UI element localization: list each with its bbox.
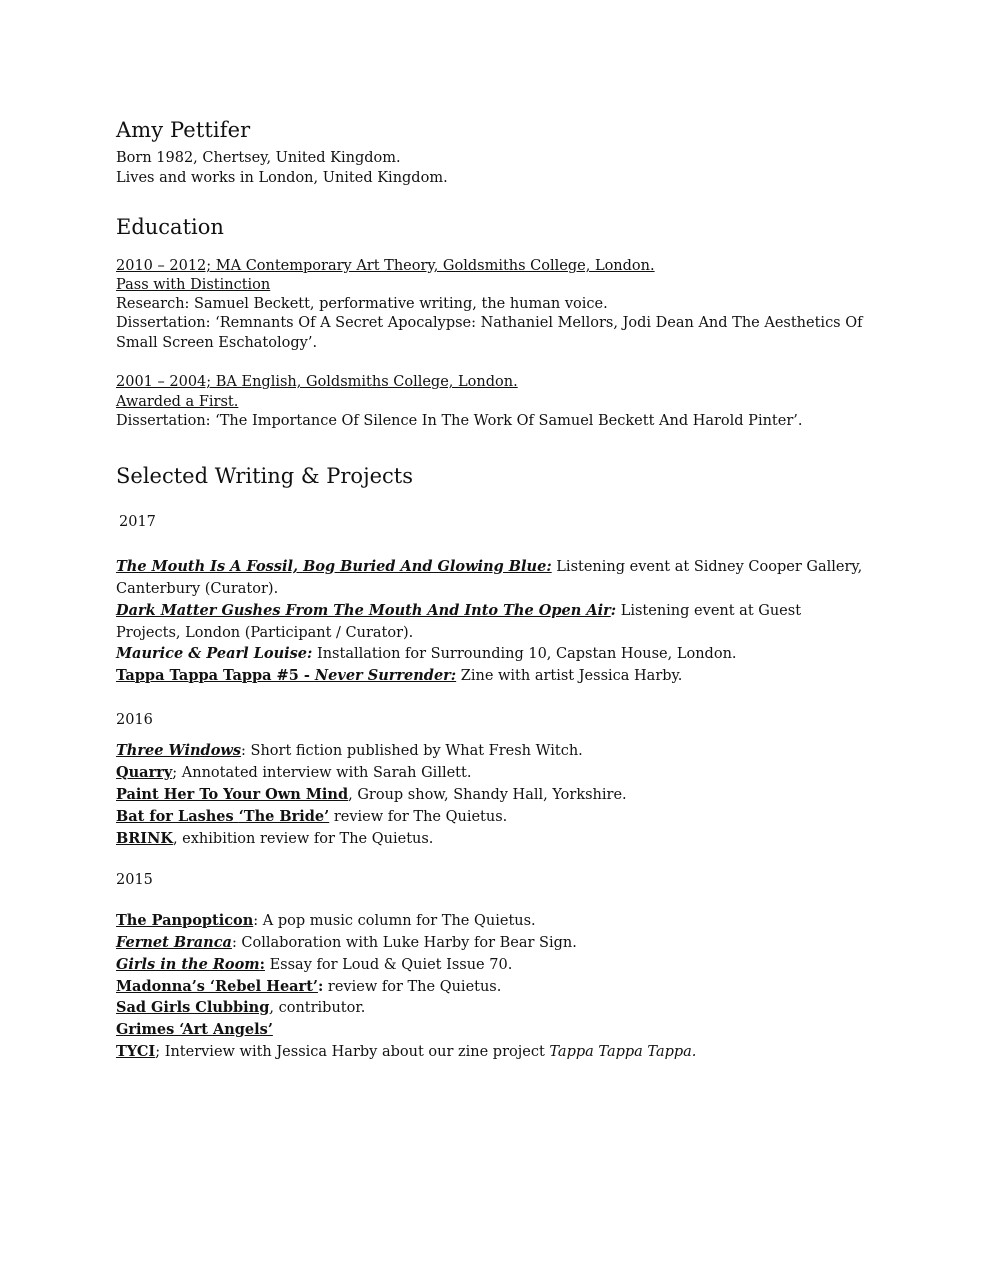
entry-colon: : <box>610 602 617 619</box>
entry-title-quoted: ‘The Bride’ <box>238 808 330 825</box>
entry-text: : Short fiction published by What Fresh Witch. <box>241 743 583 759</box>
entry-title: Sad Girls Clubbing <box>116 999 270 1016</box>
entry-italic-title: Tappa Tappa Tappa. <box>549 1044 697 1060</box>
entry-text: : Collaboration with Luke Harby for Bear Sign. <box>231 935 577 951</box>
entry-title-italic: Never Surrender: <box>314 667 457 684</box>
entry-title: The Mouth Is A Fossil, Bog Buried And Glowing Blue: <box>116 558 552 575</box>
entry-title: Dark Matter Gushes From The Mouth And Into The Open Air <box>116 602 611 619</box>
entry-title: Tappa Tappa Tappa #5 - <box>116 667 315 684</box>
year-2016: 2016 <box>116 712 153 728</box>
birth-info: Born 1982, Chertsey, United Kingdom. <box>116 150 401 166</box>
year-2017: 2017 <box>119 514 156 530</box>
entry-title: Maurice & Pearl Louise: <box>116 645 313 662</box>
entry-2016-4 <box>116 807 507 827</box>
entry-text: review for The Quietus. <box>323 979 502 995</box>
ma-dissertation: Dissertation: ‘Remnants Of A Secret Apocalypse: Nathaniel Mellors, Jodi Dean And The Aesthetics Of Small Screen Eschatology’. <box>116 315 863 351</box>
entry-2016-1 <box>116 741 583 761</box>
entry-text: Listening event at Sidney Cooper Gallery, Canterbury (Curator). <box>116 559 863 597</box>
entry-2015-3 <box>116 955 512 975</box>
year-2015: 2015 <box>116 872 153 888</box>
entry-title: Quarry <box>116 764 173 781</box>
entry-2017-3 <box>116 644 737 664</box>
education-heading: Education <box>116 215 224 239</box>
entry-text: Installation for Surrounding 10, Capstan House, London. <box>312 646 737 662</box>
entry-title: Bat for Lashes <box>116 808 239 825</box>
ba-degree-result: Awarded a First. <box>116 394 239 410</box>
entry-title: BRINK <box>116 830 173 847</box>
entry-title: Paint Her To Your Own Mind <box>116 786 349 803</box>
entry-2015-7 <box>116 1042 696 1062</box>
ma-research: Research: Samuel Beckett, performative writing, the human voice. <box>116 296 608 312</box>
entry-text: ; Annotated interview with Sarah Gillett. <box>172 765 472 781</box>
ba-degree-title: 2001 – 2004; BA English, Goldsmiths College, London. <box>116 374 518 390</box>
projects-heading: Selected Writing & Projects <box>116 464 413 488</box>
entry-2015-2 <box>116 933 577 953</box>
entry-2016-5 <box>116 829 433 849</box>
entry-title: Three Windows <box>116 742 242 759</box>
entry-2016-2 <box>116 763 471 783</box>
residence-info: Lives and works in London, United Kingdom. <box>116 170 448 186</box>
entry-title: Grimes ‘Art Angels’ <box>116 1021 273 1038</box>
entry-text: Listening event at Guest Projects, London (Participant / Curator). <box>116 603 802 641</box>
entry-text: , contributor. <box>269 1000 366 1016</box>
entry-title: Girls in the Room <box>116 956 260 973</box>
entry-colon: : <box>317 978 324 995</box>
entry-text: : A pop music column for The Quietus. <box>253 913 536 929</box>
entry-2015-1 <box>116 911 536 931</box>
ma-degree-title: 2010 – 2012; MA Contemporary Art Theory, Goldsmiths College, London. <box>116 258 655 274</box>
entry-title: The Panpopticon <box>116 912 254 929</box>
entry-colon: : <box>259 956 265 973</box>
entry-text: Zine with artist Jessica Harby. <box>456 668 683 684</box>
entry-text: review for The Quietus. <box>329 809 508 825</box>
entry-text: , exhibition review for The Quietus. <box>172 831 434 847</box>
entry-text: , Group show, Shandy Hall, Yorkshire. <box>348 787 627 803</box>
entry-title: TYCI <box>116 1043 156 1060</box>
entry-2015-6 <box>116 1020 273 1040</box>
ba-dissertation: Dissertation: ‘The Importance Of Silence In The Work Of Samuel Beckett And Harold Pinter’. <box>116 413 803 429</box>
entry-2017-4 <box>116 666 682 686</box>
entry-text: Essay for Loud & Quiet Issue 70. <box>264 957 513 973</box>
entry-2015-4 <box>116 977 501 997</box>
entry-title: Madonna’s ‘Rebel Heart’ <box>116 978 318 995</box>
author-name: Amy Pettifer <box>116 118 251 142</box>
ma-degree-result: Pass with Distinction <box>116 277 271 293</box>
entry-2015-5 <box>116 998 365 1018</box>
entry-2017-2 <box>116 600 866 644</box>
entry-text: ; Interview with Jessica Harby about our zine project <box>155 1044 550 1060</box>
entry-title: Fernet Branca <box>116 934 232 951</box>
entry-2017-1 <box>116 556 866 600</box>
entry-2016-3 <box>116 785 627 805</box>
